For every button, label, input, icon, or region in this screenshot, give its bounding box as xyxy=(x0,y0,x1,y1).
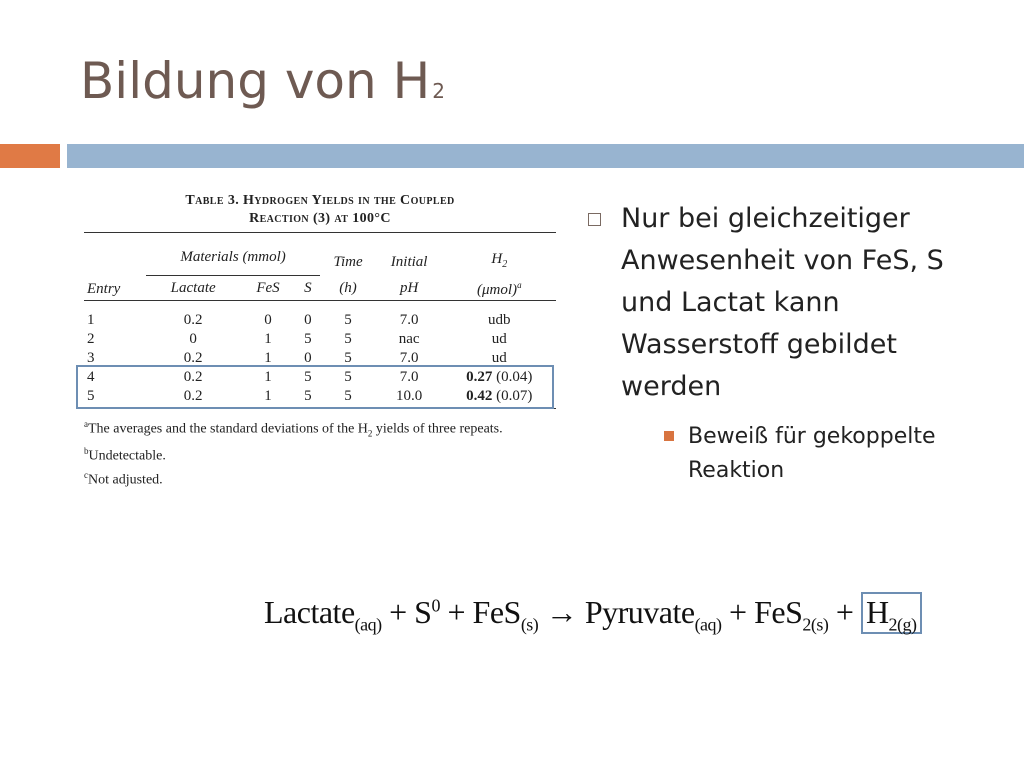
table-row: 2 0 1 5 5 nac ud xyxy=(87,331,507,347)
h2-highlight-box: $H_{2(g)}$ xyxy=(861,592,922,634)
bullet-main: Nur bei gleichzeitiger Anwesenheit von FeS, S und Lactat kann Wasserstoff gebildet werden xyxy=(588,198,1008,408)
materials-group-header: Materials (mmol) xyxy=(146,233,321,275)
table-caption: Table 3. Hydrogen Yields in the Coupled Reaction (3) at 100°C xyxy=(185,193,455,226)
table-row: 3 0.2 1 0 5 7.0 ud xyxy=(87,350,507,366)
bullet-sub: Beweiß für gekoppelte Reaktion xyxy=(664,420,1008,488)
table-footnotes: $^a$The averages and the standard deviations of the $H_2$ yields of three repeats. $^b$Undetectable. $^c$Not adjusted. xyxy=(84,419,503,488)
hollow-square-bullet-icon xyxy=(588,213,601,226)
bullet-list xyxy=(588,198,1008,488)
accent-bar-orange xyxy=(0,144,60,168)
table-figure xyxy=(84,192,556,490)
table-row: 5 0.2 1 5 5 10.0 0.42 (0.07) xyxy=(87,388,533,404)
table-row: 1 0.2 0 0 5 7.0 udb xyxy=(87,312,511,328)
slide-title: Bildung von H 2 xyxy=(80,52,445,110)
filled-square-bullet-icon xyxy=(664,431,674,441)
reaction-equation: Lactate$_{(aq)}$ + $S^0 + FeS_{(s)}$ → Pyruvate$_{(aq)}$ + $FeS_{2(s)} + H_{2(g)}$ xyxy=(264,594,922,635)
accent-bar-blue xyxy=(67,144,1024,168)
hydrogen-yield-table: Materials (mmol) Time Initial $H_2$ Entry Lactate FeS S (h) pH $(\mu mol)^a$ 1 0.2 0 0 5 7.0 udb 2 0 1 5 5 nac ud 3 0.2 1 0 5 7.0 ud 4 0.2 1 5 5 7.0 0.27 (0.04) 5 0.2 1 5 5 10.0 0.42 (0.07) xyxy=(84,233,556,406)
highlight-box-rows-4-5 xyxy=(76,365,554,409)
table-row: 4 0.2 1 5 5 7.0 0.27 (0.04) xyxy=(87,369,533,385)
